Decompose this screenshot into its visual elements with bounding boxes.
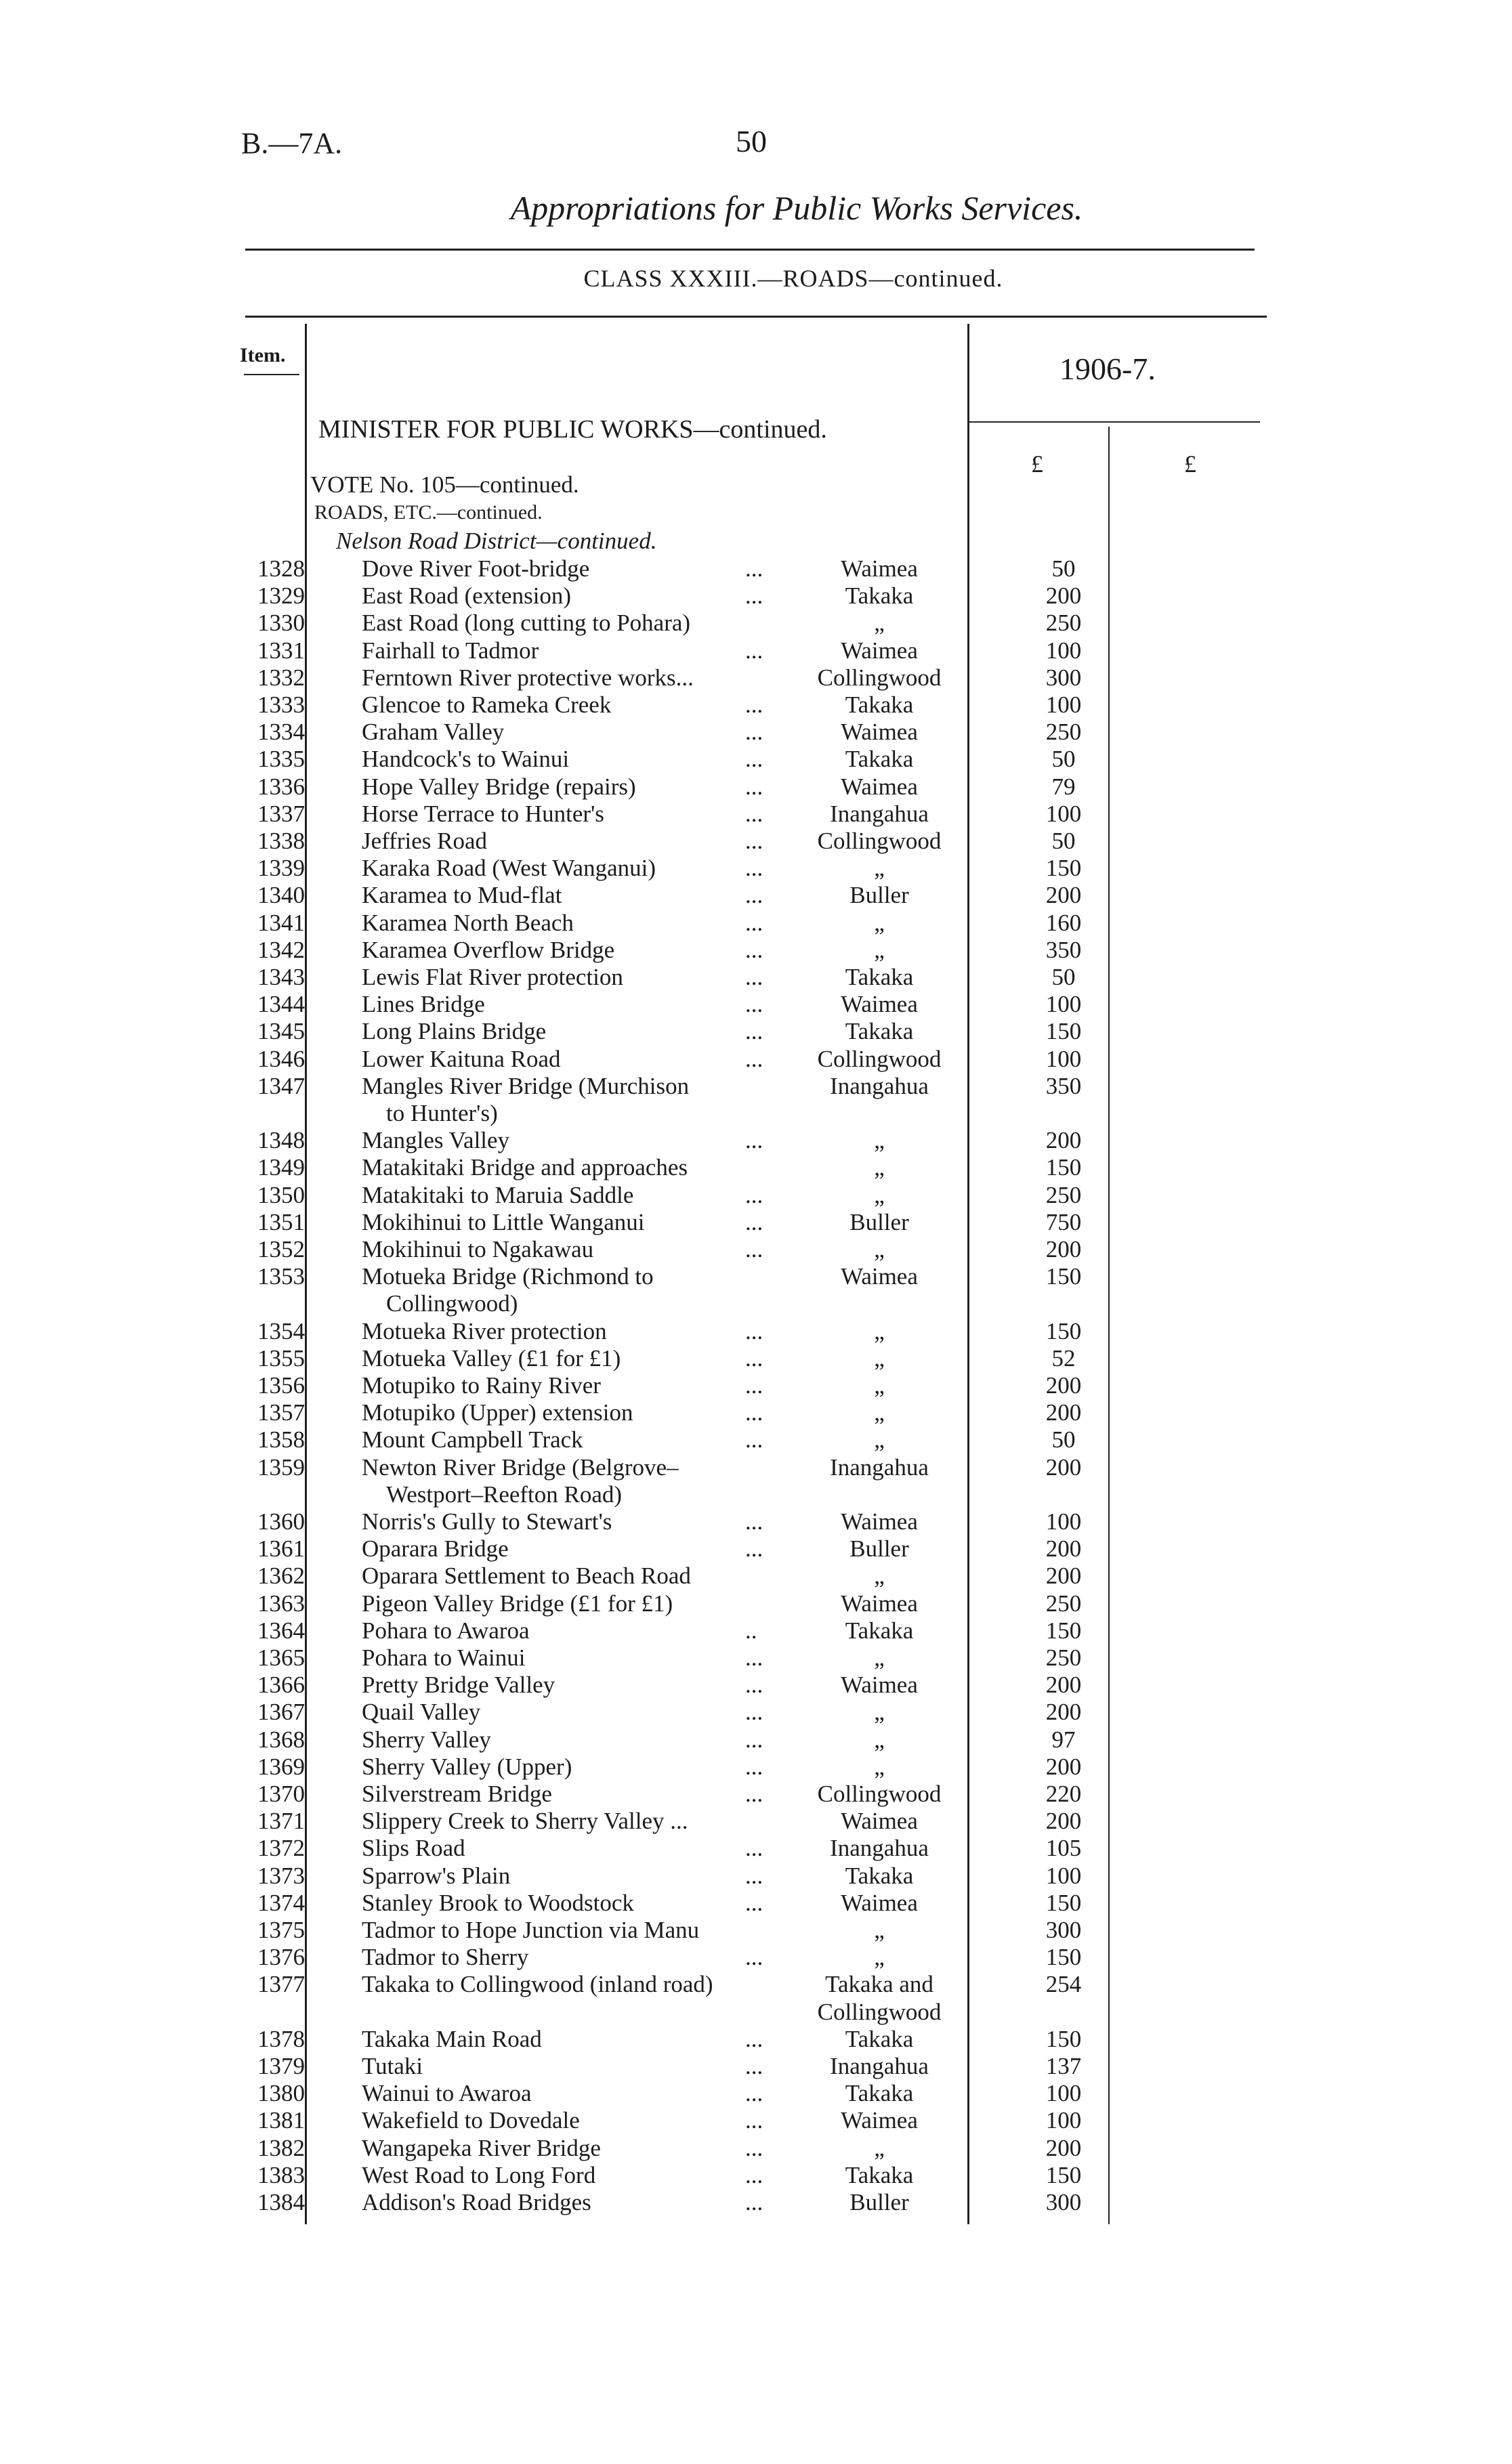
item-description: Wangapeka River Bridge (362, 2134, 601, 2161)
item-district: Collingwood (817, 828, 942, 854)
item-description: Motupiko to Rainy River (362, 1372, 601, 1399)
item-number: 1371 (257, 1808, 305, 1835)
item-description: Mount Campbell Track (362, 1426, 583, 1453)
item-district: „ (874, 1426, 885, 1453)
item-number: 1343 (257, 964, 305, 990)
item-district: Waimea (841, 555, 918, 582)
vote-number: VOTE No. 105—continued. (310, 471, 579, 498)
leader-dots: ... (745, 719, 763, 746)
item-number: 1372 (257, 1835, 305, 1862)
item-amount: 150 (1045, 2161, 1082, 2188)
item-district: Waimea (841, 1672, 918, 1699)
item-amount: 200 (1045, 882, 1082, 909)
item-amount: 50 (1051, 828, 1076, 854)
leader-dots: ... (745, 1944, 763, 1971)
item-amount: 350 (1045, 936, 1082, 963)
item-district: „ (874, 1563, 885, 1590)
leader-dots: ... (745, 1181, 763, 1208)
leader-dots: ... (745, 1644, 763, 1671)
item-district: Waimea (841, 773, 918, 800)
leader-dots: ... (745, 692, 763, 718)
item-district: Waimea (841, 1508, 918, 1535)
item-number: 1373 (257, 1862, 305, 1889)
item-district: Takaka (845, 2025, 914, 2052)
item-number: 1368 (257, 1726, 305, 1753)
leader-dots: ... (745, 1372, 763, 1399)
item-description: Pohara to Awaroa (362, 1617, 530, 1644)
leader-dots: ... (745, 746, 763, 773)
item-number: 1378 (257, 2025, 305, 2052)
item-description: Long Plains Bridge (362, 1018, 547, 1045)
item-amount: 150 (1045, 1154, 1082, 1181)
leader-dots: ... (745, 1889, 763, 1916)
item-district: „ (874, 1944, 885, 1971)
item-description: Karaka Road (West Wanganui) (362, 855, 656, 882)
item-description: Oparara Bridge (362, 1535, 509, 1563)
pound-sign-column-2: £ (1184, 450, 1196, 477)
item-number: 1341 (257, 909, 305, 936)
item-description: Takaka Main Road (362, 2025, 542, 2052)
item-district: „ (874, 1699, 885, 1726)
leader-dots: ... (745, 582, 763, 610)
item-amount: 200 (1045, 1453, 1082, 1481)
item-district: „ (874, 1644, 885, 1671)
leader-dots: ... (745, 1672, 763, 1699)
item-district: Waimea (841, 1263, 918, 1290)
item-amount: 100 (1045, 1862, 1082, 1889)
leader-dots: ... (745, 2053, 763, 2079)
leader-dots: .. (745, 1617, 757, 1644)
item-description: Tadmor to Hope Junction via Manu (362, 1917, 700, 1943)
item-description-continued: Collingwood) (386, 1290, 518, 1317)
item-amount: 150 (1045, 2025, 1082, 2052)
item-number: 1376 (257, 1944, 305, 1971)
item-district: Takaka (845, 692, 914, 718)
item-description: Matakitaki Bridge and approaches (362, 1154, 688, 1181)
item-amount: 250 (1045, 1590, 1082, 1617)
item-amount: 300 (1045, 2189, 1082, 2215)
item-number: 1355 (257, 1344, 305, 1372)
leader-dots: ... (745, 773, 763, 800)
item-number: 1346 (257, 1045, 305, 1072)
item-description: Glencoe to Rameka Creek (362, 692, 612, 718)
item-number: 1358 (257, 1426, 305, 1453)
leader-dots: ... (745, 555, 763, 582)
item-district: „ (874, 1317, 885, 1344)
item-number: 1331 (257, 637, 305, 664)
item-amount: 300 (1045, 1917, 1082, 1943)
item-number: 1361 (257, 1535, 305, 1563)
item-description: Slips Road (362, 1835, 465, 1862)
item-number: 1330 (257, 610, 305, 637)
item-amount: 200 (1045, 1808, 1082, 1835)
item-description: Sparrow's Plain (362, 1862, 511, 1889)
item-number: 1347 (257, 1072, 305, 1099)
leader-dots: ... (745, 1127, 763, 1154)
item-description: Addison's Road Bridges (362, 2189, 591, 2215)
leader-dots: ... (745, 1018, 763, 1045)
item-description: Dove River Foot-bridge (362, 555, 590, 582)
leader-dots: ... (745, 909, 763, 936)
leader-dots: ... (745, 2189, 763, 2215)
item-district: „ (874, 1372, 885, 1399)
item-district: Takaka (845, 582, 914, 610)
document-code: B.—7A. (241, 127, 343, 160)
item-district: Buller (849, 882, 909, 909)
item-description: Stanley Brook to Woodstock (362, 1889, 634, 1916)
item-amount: 200 (1045, 1563, 1082, 1590)
item-description: Tadmor to Sherry (362, 1944, 529, 1971)
item-description: Ferntown River protective works... (362, 664, 694, 691)
item-amount: 137 (1045, 2053, 1082, 2079)
item-description: Karamea North Beach (362, 909, 574, 936)
item-number: 1357 (257, 1399, 305, 1426)
pound-sign-column-1: £ (1031, 450, 1043, 477)
item-number: 1332 (257, 664, 305, 691)
item-amount: 100 (1045, 2107, 1082, 2134)
leader-dots: ... (745, 1753, 763, 1780)
item-description: Mokihinui to Ngakawau (362, 1236, 594, 1262)
item-number: 1338 (257, 828, 305, 854)
leader-dots: ... (745, 1835, 763, 1862)
item-district: Waimea (841, 1808, 918, 1835)
item-district: „ (874, 855, 885, 882)
item-amount: 150 (1045, 1263, 1082, 1290)
item-description: Motueka River protection (362, 1317, 607, 1344)
item-amount: 100 (1045, 692, 1082, 718)
item-description-continued: Westport–Reefton Road) (386, 1481, 623, 1508)
leader-dots: ... (745, 1426, 763, 1453)
item-description: Takaka to Collingwood (inland road) (362, 1971, 713, 1998)
item-district: Inangahua (830, 800, 929, 827)
minister-heading: MINISTER FOR PUBLIC WORKS—continued. (318, 415, 827, 444)
leader-dots: ... (745, 1317, 763, 1344)
item-description: Wakefield to Dovedale (362, 2107, 580, 2134)
item-amount: 250 (1045, 610, 1082, 637)
item-amount: 150 (1045, 1018, 1082, 1045)
item-number: 1374 (257, 1889, 305, 1916)
item-number: 1336 (257, 773, 305, 800)
item-description: Graham Valley (362, 719, 505, 746)
item-number: 1344 (257, 991, 305, 1018)
item-amount: 150 (1045, 855, 1082, 882)
item-description: Silverstream Bridge (362, 1781, 552, 1807)
leader-dots: ... (745, 637, 763, 664)
leader-dots: ... (745, 1399, 763, 1426)
item-amount: 100 (1045, 1045, 1082, 1072)
item-amount: 200 (1045, 1127, 1082, 1154)
item-number: 1383 (257, 2161, 305, 2188)
item-number: 1329 (257, 582, 305, 610)
item-amount: 100 (1045, 1508, 1082, 1535)
item-number: 1360 (257, 1508, 305, 1535)
item-description: Mokihinui to Little Wanganui (362, 1208, 645, 1235)
item-number: 1350 (257, 1181, 305, 1208)
item-number: 1333 (257, 692, 305, 718)
item-description: Pigeon Valley Bridge (£1 for £1) (362, 1590, 673, 1617)
class-rule (245, 316, 1267, 318)
item-description: Sherry Valley (Upper) (362, 1753, 572, 1780)
item-district: „ (874, 610, 885, 637)
item-description: East Road (long cutting to Pohara) (362, 610, 691, 637)
leader-dots: ... (745, 1535, 763, 1563)
item-number: 1334 (257, 719, 305, 746)
item-district: Takaka and (825, 1971, 933, 1998)
leader-dots: ... (745, 2107, 763, 2134)
leader-dots: ... (745, 1508, 763, 1535)
leader-dots: ... (745, 1781, 763, 1807)
item-description: Lower Kaituna Road (362, 1045, 561, 1072)
item-description: Norris's Gully to Stewart's (362, 1508, 612, 1535)
item-amount: 750 (1045, 1208, 1082, 1235)
item-amount: 50 (1051, 746, 1076, 773)
item-description: West Road to Long Ford (362, 2161, 596, 2188)
item-description-continued: to Hunter's) (386, 1100, 498, 1126)
item-number: 1382 (257, 2134, 305, 2161)
item-amount: 79 (1051, 773, 1076, 800)
item-amount: 105 (1045, 1835, 1082, 1862)
item-description: Jeffries Road (362, 828, 487, 854)
item-amount: 200 (1045, 582, 1082, 610)
leader-dots: ... (745, 1862, 763, 1889)
item-number: 1328 (257, 555, 305, 582)
item-district: Takaka (845, 746, 914, 773)
item-district: „ (874, 936, 885, 963)
leader-dots: ... (745, 936, 763, 963)
item-number: 1375 (257, 1917, 305, 1943)
item-amount: 150 (1045, 1617, 1082, 1644)
leader-dots: ... (745, 800, 763, 827)
item-number: 1377 (257, 1971, 305, 1998)
item-amount: 200 (1045, 1236, 1082, 1262)
item-district: Collingwood (817, 1045, 942, 1072)
item-column-divider (305, 324, 307, 2224)
leader-dots: ... (745, 1699, 763, 1726)
leader-dots: ... (745, 882, 763, 909)
amount-header-rule (969, 421, 1260, 423)
item-column-header: Item. (240, 344, 286, 366)
item-number: 1363 (257, 1590, 305, 1617)
item-number: 1380 (257, 2080, 305, 2107)
item-number: 1349 (257, 1154, 305, 1181)
item-amount: 100 (1045, 2080, 1082, 2107)
item-number: 1354 (257, 1317, 305, 1344)
leader-dots: ... (745, 1726, 763, 1753)
item-number: 1353 (257, 1263, 305, 1290)
item-amount: 200 (1045, 1535, 1082, 1563)
item-description: Fairhall to Tadmor (362, 637, 539, 664)
item-number: 1339 (257, 855, 305, 882)
subtotal-column-divider (1108, 427, 1110, 2224)
item-description: Oparara Settlement to Beach Road (362, 1563, 691, 1590)
item-description: East Road (extension) (362, 582, 572, 610)
item-number: 1345 (257, 1018, 305, 1045)
item-amount: 300 (1045, 664, 1082, 691)
item-underline (244, 374, 299, 375)
item-amount: 250 (1045, 1644, 1082, 1671)
item-description: Horse Terrace to Hunter's (362, 800, 604, 827)
item-description: Quail Valley (362, 1699, 481, 1726)
item-district: Takaka (845, 1018, 914, 1045)
item-district: Waimea (841, 991, 918, 1018)
item-district: „ (874, 1399, 885, 1426)
item-amount: 100 (1045, 637, 1082, 664)
item-amount: 97 (1051, 1726, 1076, 1753)
item-description: Mangles River Bridge (Murchison (362, 1072, 690, 1099)
item-district-continued: Collingwood (817, 1998, 942, 2025)
item-description: Lines Bridge (362, 991, 485, 1018)
leader-dots: ... (745, 991, 763, 1018)
item-district: Takaka (845, 2161, 914, 2188)
item-amount: 250 (1045, 1181, 1082, 1208)
item-number: 1335 (257, 746, 305, 773)
leader-dots: ... (745, 855, 763, 882)
year-column-header: 1906-7. (1059, 352, 1156, 386)
leader-dots: ... (745, 964, 763, 990)
item-description: Motueka Valley (£1 for £1) (362, 1344, 621, 1372)
item-district: „ (874, 1726, 885, 1753)
leader-dots: ... (745, 2134, 763, 2161)
item-district: Inangahua (830, 1453, 929, 1481)
item-number: 1337 (257, 800, 305, 827)
leader-dots: ... (745, 1236, 763, 1262)
item-amount: 200 (1045, 1399, 1082, 1426)
item-description: Motupiko (Upper) extension (362, 1399, 633, 1426)
item-district: „ (874, 1753, 885, 1780)
item-district: Waimea (841, 2107, 918, 2134)
item-district: Waimea (841, 637, 918, 664)
item-amount: 200 (1045, 1753, 1082, 1780)
leader-dots: ... (745, 828, 763, 854)
item-amount: 200 (1045, 2134, 1082, 2161)
item-district: Inangahua (830, 1072, 929, 1099)
item-district: Buller (849, 2189, 909, 2215)
item-description: Handcock's to Wainui (362, 746, 570, 773)
item-number: 1370 (257, 1781, 305, 1807)
item-amount: 50 (1051, 555, 1076, 582)
item-number: 1352 (257, 1236, 305, 1262)
item-number: 1351 (257, 1208, 305, 1235)
item-district: Waimea (841, 1590, 918, 1617)
item-number: 1356 (257, 1372, 305, 1399)
item-district: „ (874, 1236, 885, 1262)
page-title: Appropriations for Public Works Services. (510, 189, 1083, 227)
item-amount: 150 (1045, 1944, 1082, 1971)
item-description: Matakitaki to Maruia Saddle (362, 1181, 634, 1208)
item-district: „ (874, 1181, 885, 1208)
item-number: 1379 (257, 2053, 305, 2079)
district-subheading: Nelson Road District—continued. (336, 528, 657, 554)
item-description: Wainui to Awaroa (362, 2080, 532, 2107)
item-number: 1369 (257, 1753, 305, 1780)
item-number: 1362 (257, 1563, 305, 1590)
item-amount: 200 (1045, 1372, 1082, 1399)
item-description: Pretty Bridge Valley (362, 1672, 555, 1699)
item-district: Takaka (845, 1617, 914, 1644)
item-description: Pohara to Wainui (362, 1644, 526, 1671)
item-amount: 150 (1045, 1889, 1082, 1916)
item-district: Takaka (845, 2080, 914, 2107)
item-district: „ (874, 2134, 885, 2161)
item-amount: 100 (1045, 991, 1082, 1018)
item-description: Lewis Flat River protection (362, 964, 623, 990)
item-amount: 100 (1045, 800, 1082, 827)
item-number: 1340 (257, 882, 305, 909)
item-number: 1367 (257, 1699, 305, 1726)
title-rule (245, 249, 1255, 251)
item-amount: 50 (1051, 1426, 1076, 1453)
page-number: 50 (736, 124, 767, 158)
item-description: Slippery Creek to Sherry Valley ... (362, 1808, 688, 1835)
item-amount: 220 (1045, 1781, 1082, 1807)
item-number: 1359 (257, 1453, 305, 1481)
item-district: Buller (849, 1535, 909, 1563)
item-amount: 200 (1045, 1672, 1082, 1699)
class-heading: CLASS XXXIII.—ROADS—continued. (583, 265, 1003, 292)
item-amount: 150 (1045, 1317, 1082, 1344)
item-description: Karamea Overflow Bridge (362, 936, 615, 963)
item-district: Inangahua (830, 1835, 929, 1862)
item-amount: 350 (1045, 1072, 1082, 1099)
item-number: 1342 (257, 936, 305, 963)
item-description: Tutaki (362, 2053, 423, 2079)
item-district: Waimea (841, 719, 918, 746)
item-district: Waimea (841, 1889, 918, 1916)
item-district: Buller (849, 1208, 909, 1235)
item-district: „ (874, 1154, 885, 1181)
item-amount: 160 (1045, 909, 1082, 936)
leader-dots: ... (745, 2080, 763, 2107)
item-amount: 50 (1051, 964, 1076, 990)
item-amount: 254 (1045, 1971, 1082, 1998)
item-number: 1364 (257, 1617, 305, 1644)
item-district: Collingwood (817, 664, 942, 691)
item-district: „ (874, 909, 885, 936)
item-amount: 200 (1045, 1699, 1082, 1726)
item-description: Motueka Bridge (Richmond to (362, 1263, 654, 1290)
item-description: Karamea to Mud-flat (362, 882, 562, 909)
item-district: Inangahua (830, 2053, 929, 2079)
item-description: Newton River Bridge (Belgrove– (362, 1453, 679, 1481)
leader-dots: ... (745, 1208, 763, 1235)
leader-dots: ... (745, 2161, 763, 2188)
item-description: Hope Valley Bridge (repairs) (362, 773, 636, 800)
item-district: „ (874, 1344, 885, 1372)
item-number: 1366 (257, 1672, 305, 1699)
amount-column-divider (967, 324, 969, 2224)
roads-subheading: ROADS, ETC.—continued. (314, 501, 543, 524)
item-district: „ (874, 1127, 885, 1154)
item-district: Takaka (845, 964, 914, 990)
item-description: Mangles Valley (362, 1127, 510, 1154)
item-district: Takaka (845, 1862, 914, 1889)
item-description: Sherry Valley (362, 1726, 491, 1753)
leader-dots: ... (745, 1344, 763, 1372)
item-district: Collingwood (817, 1781, 942, 1807)
item-number: 1381 (257, 2107, 305, 2134)
item-number: 1365 (257, 1644, 305, 1671)
item-amount: 52 (1051, 1344, 1076, 1372)
item-number: 1384 (257, 2189, 305, 2215)
item-number: 1348 (257, 1127, 305, 1154)
leader-dots: ... (745, 1045, 763, 1072)
leader-dots: ... (745, 2025, 763, 2052)
item-district: „ (874, 1917, 885, 1943)
item-amount: 250 (1045, 719, 1082, 746)
